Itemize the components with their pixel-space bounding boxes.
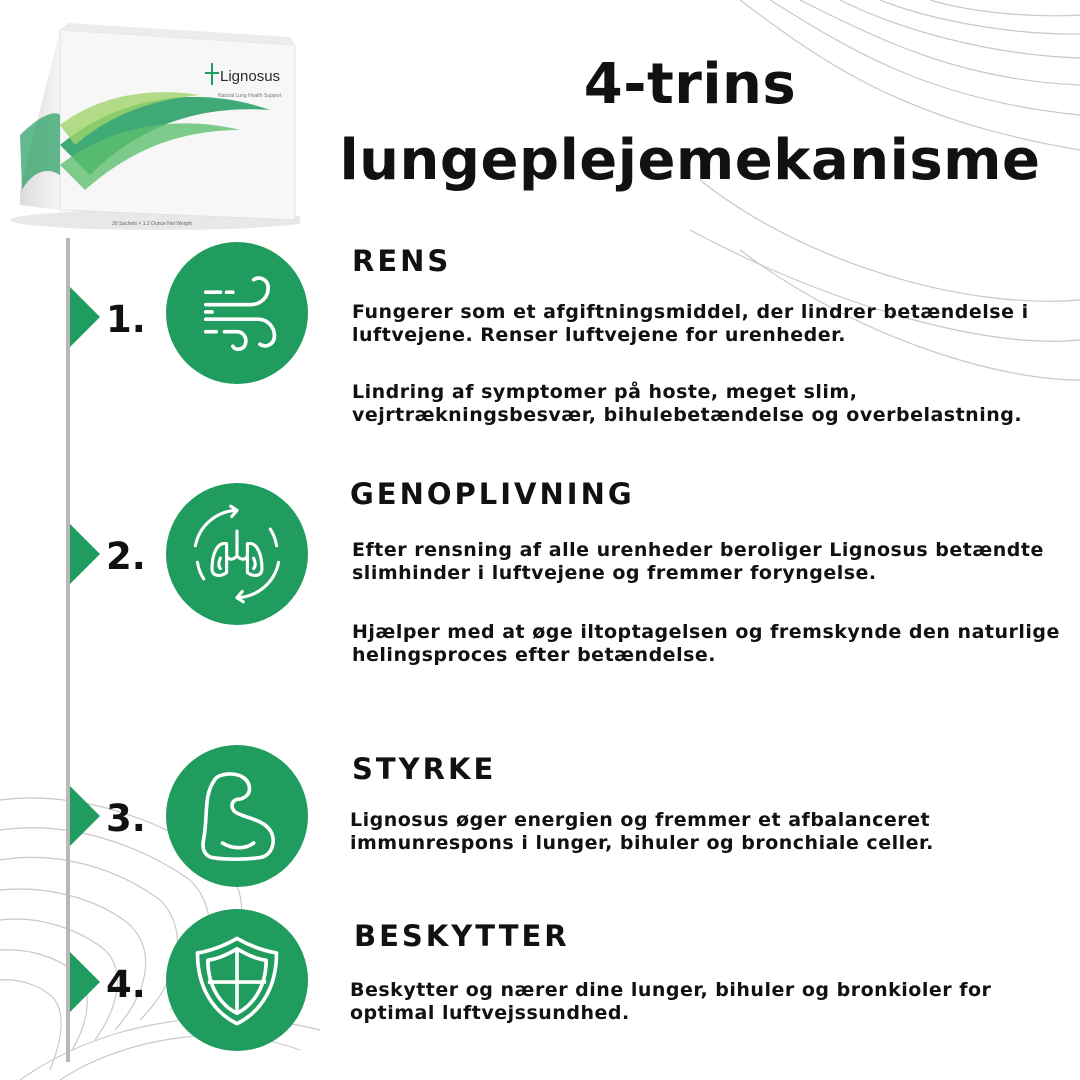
product-box-image (0, 15, 300, 230)
step-2-arrow-icon (70, 524, 100, 584)
step-4-number: 4. (106, 963, 146, 1006)
step-2-paragraph-1: Efter rensning af alle urenheder beroliger Lignosus betændte slimhinder i luftvejene og fremmer foryngelse. (352, 539, 1044, 584)
step-4-icon-circle (166, 909, 308, 1051)
step-3-arrow-icon (70, 786, 100, 846)
step-1-paragraph-1: Fungerer som et afgiftningsmiddel, der lindrer betændelse i luftvejene. Renser luftvejene for urenheder. (352, 301, 1029, 346)
product-tagline: Natural Lung Health Support (218, 93, 282, 99)
step-4-arrow-icon (70, 952, 100, 1012)
step-1-icon-circle (166, 242, 308, 384)
step-3-icon-circle (166, 745, 308, 887)
wind-icon (185, 261, 289, 365)
step-2-number: 2. (106, 535, 146, 578)
step-1-number: 1. (106, 298, 146, 341)
step-2-paragraph-2: Hjælper med at øge iltoptagelsen og fremskynde den naturlige helingsproces efter betændelse. (352, 621, 1060, 666)
step-3-number: 3. (106, 797, 146, 840)
page-title-line2: lungeplejemekanisme (339, 128, 1041, 193)
step-3-heading: STYRKE (352, 752, 497, 786)
step-2-heading: GENOPLIVNING (350, 477, 635, 511)
step-3-paragraph-1: Lignosus øger energien og fremmer et afbalanceret immunrespons i lunger, bihuler og bronchiale celler. (350, 809, 934, 854)
step-4-heading: BESKYTTER (354, 919, 570, 953)
shield-icon (185, 928, 289, 1032)
lungs-cycle-icon (185, 502, 289, 606)
product-net-weight: 30 Sachets × 1.2 Ounce Net Weight (112, 221, 192, 227)
step-1-paragraph-2: Lindring af symptomer på hoste, meget slim, vejrtrækningsbesvær, bihulebetændelse og overbelastning. (352, 381, 1023, 426)
page-title-line1: 4-trins (583, 52, 797, 117)
step-1-arrow-icon (70, 287, 100, 347)
timeline-line (66, 238, 70, 1062)
flexed-arm-icon (185, 764, 289, 868)
step-4-paragraph-1: Beskytter og nærer dine lunger, bihuler og bronkioler for optimal luftvejssundhed. (350, 979, 992, 1024)
step-1-heading: RENS (352, 244, 452, 278)
step-2-icon-circle (166, 483, 308, 625)
product-brand: Lignosus (220, 68, 281, 85)
